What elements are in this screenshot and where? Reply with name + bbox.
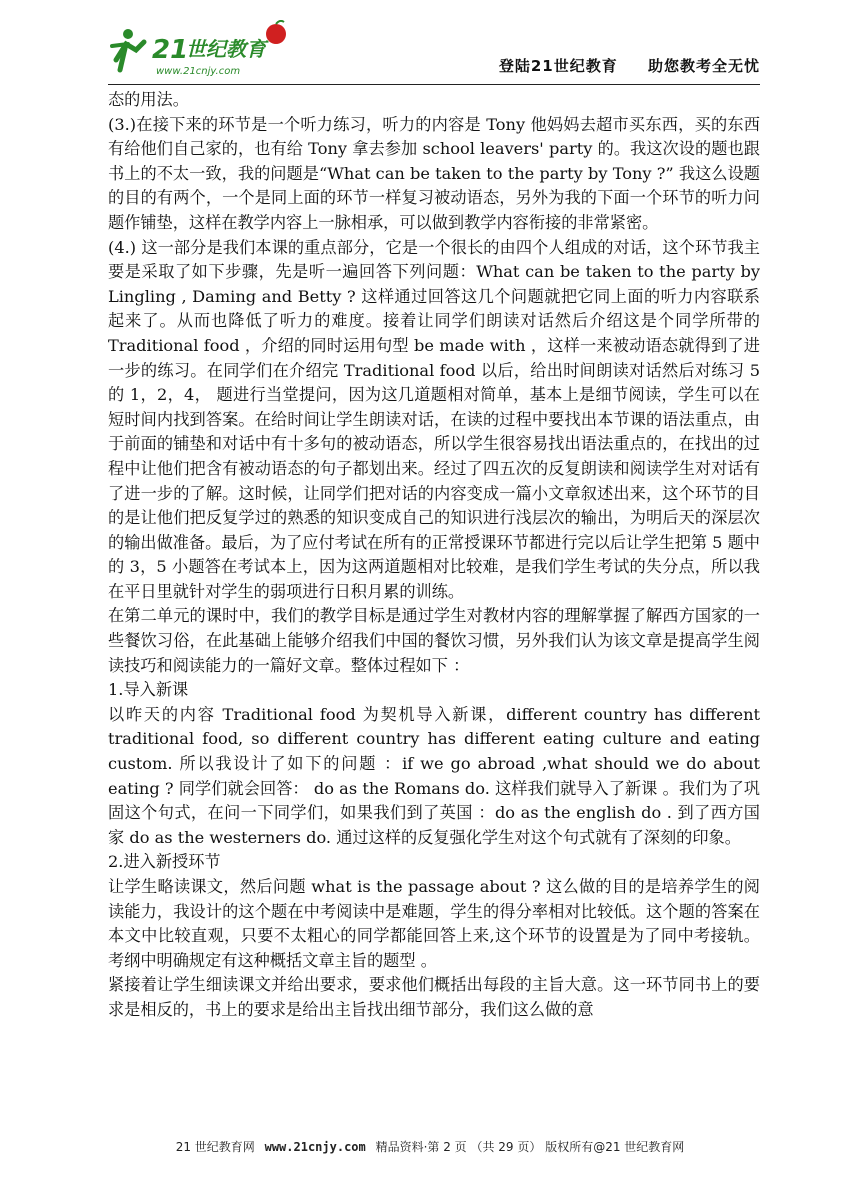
footer-copyright: 版权所有@21 世纪教育网 <box>545 1140 685 1154</box>
footer-page-info: 精品资料·第 2 页 （共 29 页） <box>375 1140 542 1154</box>
header-slogan <box>475 55 760 76</box>
page-header <box>108 20 760 85</box>
paragraph: (4.) 这一部分是我们本课的重点部分，它是一个很长的由四个人组成的对话，这个环节我主要是采取了如下步骤，先是听一遍回答下列问题：What can be taken to the party by Lingling , Daming and Betty ? 这样通过回答这几个问题就把它同上面的听力内容联系起来了。从而也降低了听力的难度。接着让同学们朗读对话然后介绍这是个同学所带的 Traditional food ，介绍的同时运用句型 be made with ，这样一来被动语态就得到了进一步的练习。在同学们在介绍完 Traditional food 以后，给出时间朗读对话然后对练习 5 的 1，2，4， 题进行当堂提问，因为这几道题相对简单，基本上是细节阅读，学生可以在短时间内找到答案。在给时间让学生朗读对话，在读的过程中要找出本节课的语法重点，由于前面的铺垫和对话中有十多句的被动语态，所以学生很容易找出语法重点的，在找出的过程中让他们把含有被动语态的句子都划出来。经过了四五次的反复朗读和阅读学生对对话有了进一步的了解。这时候，让同学们把对话的内容变成一篇小文章叙述出来，这个环节的目的是让他们把反复学过的熟悉的知识变成自己的知识进行浅层次的输出，为明后天的深层次的输出做准备。最后，为了应付考试在所有的正常授课环节都进行完以后让学生把第 5 题中的 3，5 小题答在考试本上，因为这两道题相对比较难，是我们学生考试的失分点，所以我在平日里就针对学生的弱项进行日积月累的训练。 <box>108 237 760 601</box>
paragraph: 以昨天的内容 Traditional food 为契机导入新课，different country has different traditional food, so different country has different eating culture and eating custom. 所以我设计了如下的问题 ：if we go abroad ,what should we do about eating ? 同学们就会回答： do as the Romans do. 这样我们就导入了新课 。我们为了巩固这个句式，在问一下同学们，如果我们到了英国 ：do as the english do . 到了西方国家 do as the westerners do. 通过这样的反复强化学生对这个句式就有了深刻的印象。 <box>108 704 760 847</box>
apple-icon <box>266 21 286 44</box>
21cnjy-logo <box>108 20 308 80</box>
paragraph: 态的用法。 <box>108 90 189 109</box>
svg-text:21: 21 <box>152 35 189 65</box>
footer-left: 21 世纪教育网 <box>175 1140 255 1154</box>
svg-text:www.21cnjy.com: www.21cnjy.com <box>156 66 241 77</box>
paragraph: 紧接着让学生细读课文并给出要求，要求他们概括出每段的主旨大意。这一环节同书上的要求是相反的，书上的要求是给出主旨找出细节部分，我们这么做的意 <box>108 975 760 1019</box>
page-footer <box>0 1138 860 1155</box>
svg-text:世纪教育: 世纪教育 <box>186 37 266 61</box>
document-body <box>108 88 760 1023</box>
running-figure-icon <box>112 29 144 70</box>
section-heading: 2.进入新授环节 <box>108 852 221 872</box>
paragraph: (3.)在接下来的环节是一个听力练习，听力的内容是 Tony 他妈妈去超市买东西，买的东西有给他们自己家的，也有给 Tony 拿去参加 school leavers' party 的。我这次设的题也跟书上的不太一致，我的问题是“What can be taken to the party by Tony ?” 我这么设题的目的有两个，一个是同上面的环节一样复习被动语态，另外为我的下面一个环节的听力问题作铺垫，这样在教学内容上一脉相承，可以做到教学内容衔接的非常紧密。 <box>108 114 760 232</box>
paragraph: 让学生略读课文，然后问题 what is the passage about ? 这么做的目的是培养学生的阅读能力，我设计的这个题在中考阅读中是难题，学生的得分率相对比较低。这个题的答案在本文中比较直观，只要不太粗心的同学都能回答上来,这个环节的设置是为了同中考接轨。考纲中明确规定有这种概括文章主旨的题型 。 <box>108 877 760 970</box>
footer-site-link[interactable]: www.21cnjy.com <box>264 1140 366 1154</box>
section-heading: 1.导入新课 <box>108 680 189 700</box>
slogan-left: 登陆21世纪教育 <box>498 57 618 75</box>
paragraph: 在第二单元的课时中，我们的教学目标是通过学生对教材内容的理解掌握了解西方国家的一些餐饮习俗，在此基础上能够介绍我们中国的餐饮习惯，另外我们认为该文章是提高学生阅读技巧和阅读能力的一篇好文章。整体过程如下 ： <box>108 606 760 675</box>
slogan-right: 助您教考全无忧 <box>647 57 760 75</box>
